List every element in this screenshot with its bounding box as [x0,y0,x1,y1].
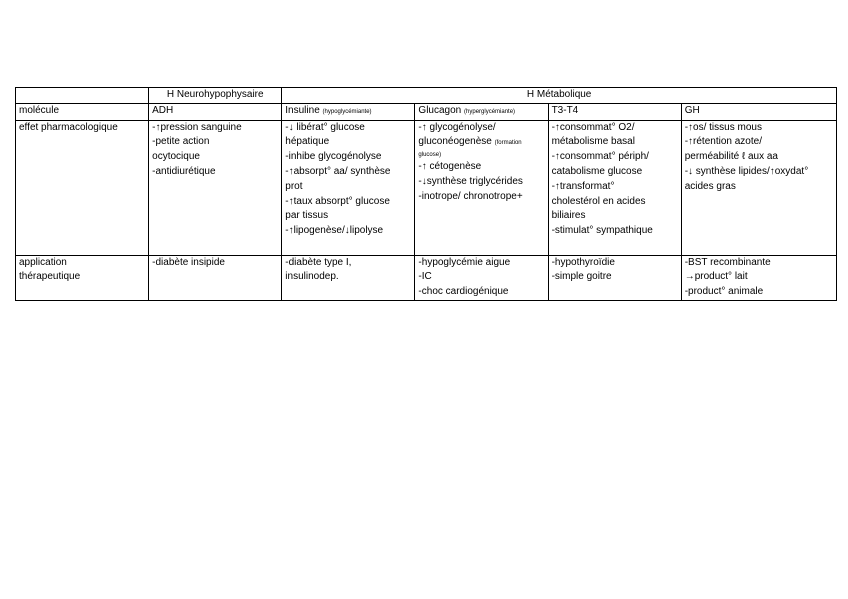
application-line: -hypoglycémie aigue [418,256,511,268]
effect-line: -inotrope/ chronotrope+ [418,190,523,202]
effect-line: -inhibe glycogénolyse [285,151,382,163]
effect-line: -↑consommat° O2/ [551,121,635,133]
molecule-insuline-name: Insuline [285,104,320,116]
application-row [16,255,837,300]
application-t3t4 [548,255,681,300]
row-label-line: thérapeutique [19,271,81,283]
application-line: -BST recombinante [684,256,771,268]
molecule-insuline [282,103,415,120]
application-glucagon [415,255,548,300]
effect-line: perméabilité ℓ aux aa [684,151,778,163]
effect-line: prot [285,180,303,192]
molecule-t3t4: T3-T4 [548,103,681,120]
effect-line: hépatique [285,136,330,148]
effect-line: métabolisme basal [551,136,635,148]
effect-line: -↓ synthèse lipides/↑oxydat° [684,165,809,177]
application-line: -diabète insipide [152,256,225,268]
application-line: -choc cardiogénique [418,286,509,298]
effect-line: -↑consommat° périph/ [551,151,649,163]
application-gh [681,255,836,300]
row-label-application [16,255,149,300]
effect-line: -↑absorpt° aa/ synthèse [285,165,391,177]
application-line: →product° lait [684,271,748,283]
effect-line: biliaires [551,210,586,222]
molecule-insuline-note: (hypoglycémiante) [322,108,372,115]
effect-line: -↑transformat° [551,180,615,192]
effect-line: -↑rétention azote/ [684,136,762,148]
effect-line: acides gras [684,180,736,192]
molecule-glucagon [415,103,548,120]
group-header-metab: H Métabolique [282,88,837,104]
effect-t3t4 [548,120,681,255]
effect-line [418,135,544,151]
effect-line: -↑lipogenèse/↓lipolyse [285,225,384,237]
group-header-empty [16,88,149,104]
effect-glucagon [415,120,548,255]
application-adh [149,255,282,300]
effect-gh [681,120,836,255]
effect-adh [149,120,282,255]
molecule-adh: ADH [149,103,282,120]
application-line: -hypothyroïdie [551,256,615,268]
effect-note-line: glucose) [418,152,442,159]
group-header-neuro: H Neurohypophysaire [149,88,282,104]
effect-row [16,120,837,255]
effect-line: -petite action [152,136,210,148]
effect-line: ocytocique [152,151,200,163]
effect-text: gluconéogenèse [418,136,492,148]
effect-line: catabolisme glucose [551,165,643,177]
effect-insuline [282,120,415,255]
effect-line: -↓ libérat° glucose [285,121,365,133]
application-line: -IC [418,271,432,283]
molecule-glucagon-name: Glucagon [418,104,462,116]
group-header-row [16,88,837,104]
hormone-table [15,87,837,301]
molecule-glucagon-note: (hyperglycémiante) [464,108,516,115]
row-label-molecule: molécule [16,103,149,120]
effect-line: -↓synthèse triglycérides [418,175,523,187]
molecule-gh: GH [681,103,836,120]
application-line: -simple goitre [551,271,612,283]
effect-line: -↑taux absorpt° glucose [285,195,390,207]
effect-line: -↑ cétogenèse [418,161,482,173]
row-label-line: application [19,256,67,268]
effect-line: -stimulat° sympathique [551,225,653,237]
molecule-row [16,103,837,120]
effect-line: -↑os/ tissus mous [684,121,762,133]
application-line: insulinodep. [285,271,339,283]
effect-note: (formation [494,140,522,147]
effect-line: -↑ glycogénolyse/ [418,121,496,133]
row-label-effect: effet pharmacologique [16,120,149,255]
application-line: -diabète type I, [285,256,352,268]
effect-line: par tissus [285,210,329,222]
application-line: -product° animale [684,286,764,298]
effect-line: cholestérol en acides [551,195,646,207]
effect-line: -↑pression sanguine [152,121,242,133]
effect-line: -antidiurétique [152,165,216,177]
application-insuline [282,255,415,300]
